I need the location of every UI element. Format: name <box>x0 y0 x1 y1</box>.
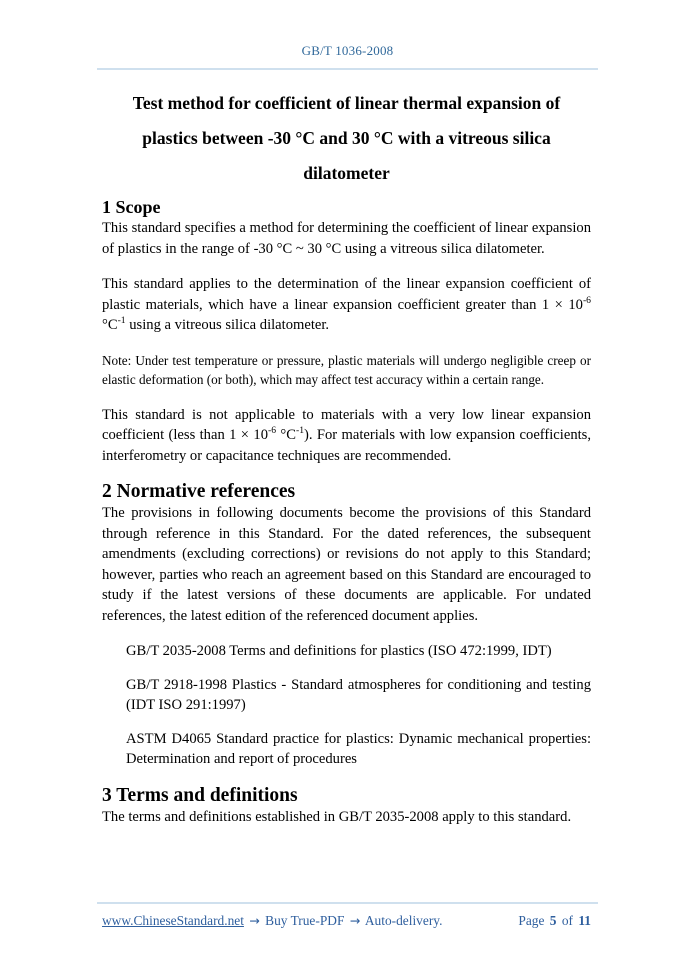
scope-p4-text-c: ). For materials with low expansion coefficients, interferometry or capacitance techniques are recommended. <box>102 427 591 464</box>
page-indicator <box>518 913 593 929</box>
page-label: Page <box>518 913 545 928</box>
section-heading-normative-references: 2 Normative references <box>102 481 296 502</box>
footer-promo-text-1: Buy True-PDF <box>265 913 345 928</box>
page-footer <box>102 913 593 929</box>
total-page-count: 11 <box>578 913 591 928</box>
scope-p4-text-a: This standard is not applicable to materials with a very low linear expansion coefficient (less than 1 × 10 <box>102 406 591 443</box>
scope-paragraph-4 <box>102 405 591 467</box>
scope-p2-text-a: This standard applies to the determination of the linear expansion coefficient of plastic materials, which have a linear expansion coefficient greater than 1 × 10 <box>102 276 591 313</box>
footer-promo <box>102 913 442 929</box>
document-title-line-3: dilatometer <box>303 163 390 183</box>
right-arrow-icon: → <box>349 913 361 928</box>
scope-p2-superscript-2: -1 <box>117 315 126 327</box>
reference-item: ASTM D4065 Standard practice for plastics: Dynamic mechanical properties: Determination and report of procedures <box>126 730 591 767</box>
scope-p4-superscript-1: -6 <box>268 425 277 437</box>
document-title-line-2: plastics between -30 °C and 30 °C with a vitreous silica <box>142 128 551 148</box>
scope-paragraph-2 <box>102 274 591 336</box>
current-page-number: 5 <box>549 913 557 928</box>
scope-p2-text-c: using a vitreous silica dilatometer. <box>125 317 330 333</box>
document-title <box>102 86 591 191</box>
normative-references-intro: The provisions in following documents become the provisions of this Standard through reference in this Standard. For the dated references, the subsequent amendments (excluding corrections) or revisions do not apply to this Standard; however, parties who reach an agreement based on this Standard are encouraged to study if the latest versions of these documents are applicable. For undated references, the latest edition of the referenced document applies. <box>102 505 591 624</box>
footer-promo-text-2: Auto-delivery. <box>364 913 443 928</box>
reference-item: GB/T 2035-2008 Terms and definitions for plastics (ISO 472:1999, IDT) <box>126 643 552 659</box>
reference-item: GB/T 2918-1998 Plastics - Standard atmospheres for conditioning and testing (IDT ISO 291:1997) <box>126 676 591 713</box>
section-heading-scope: 1 Scope <box>102 197 161 217</box>
of-label: of <box>561 913 573 928</box>
scope-p4-text-b: °C <box>276 427 296 443</box>
document-content <box>102 86 591 842</box>
standard-code-header: GB/T 1036-2008 <box>301 43 394 58</box>
footer-website-link[interactable]: www.ChineseStandard.net <box>102 913 244 928</box>
page-header <box>97 42 598 60</box>
scope-paragraph-1: This standard specifies a method for determining the coefficient of linear expansion of plastics in the range of -30 °C ~ 30 °C using a vitreous silica dilatometer. <box>102 220 591 257</box>
terms-paragraph-1: The terms and definitions established in GB/T 2035-2008 apply to this standard. <box>102 808 572 825</box>
scope-p2-superscript-1: -6 <box>582 294 591 306</box>
footer-divider <box>97 902 598 904</box>
header-divider <box>97 68 598 70</box>
right-arrow-icon: → <box>249 913 260 928</box>
scope-note: Note: Under test temperature or pressure, plastic materials will undergo negligible creep or elastic deformation (or both), which may affect test accuracy within a certain range. <box>102 352 591 387</box>
document-title-line-1: Test method for coefficient of linear thermal expansion of <box>132 93 561 113</box>
scope-p2-text-b: °C <box>102 317 118 333</box>
scope-p4-superscript-2: -1 <box>295 425 305 437</box>
section-heading-terms-and-definitions: 3 Terms and definitions <box>102 784 298 806</box>
